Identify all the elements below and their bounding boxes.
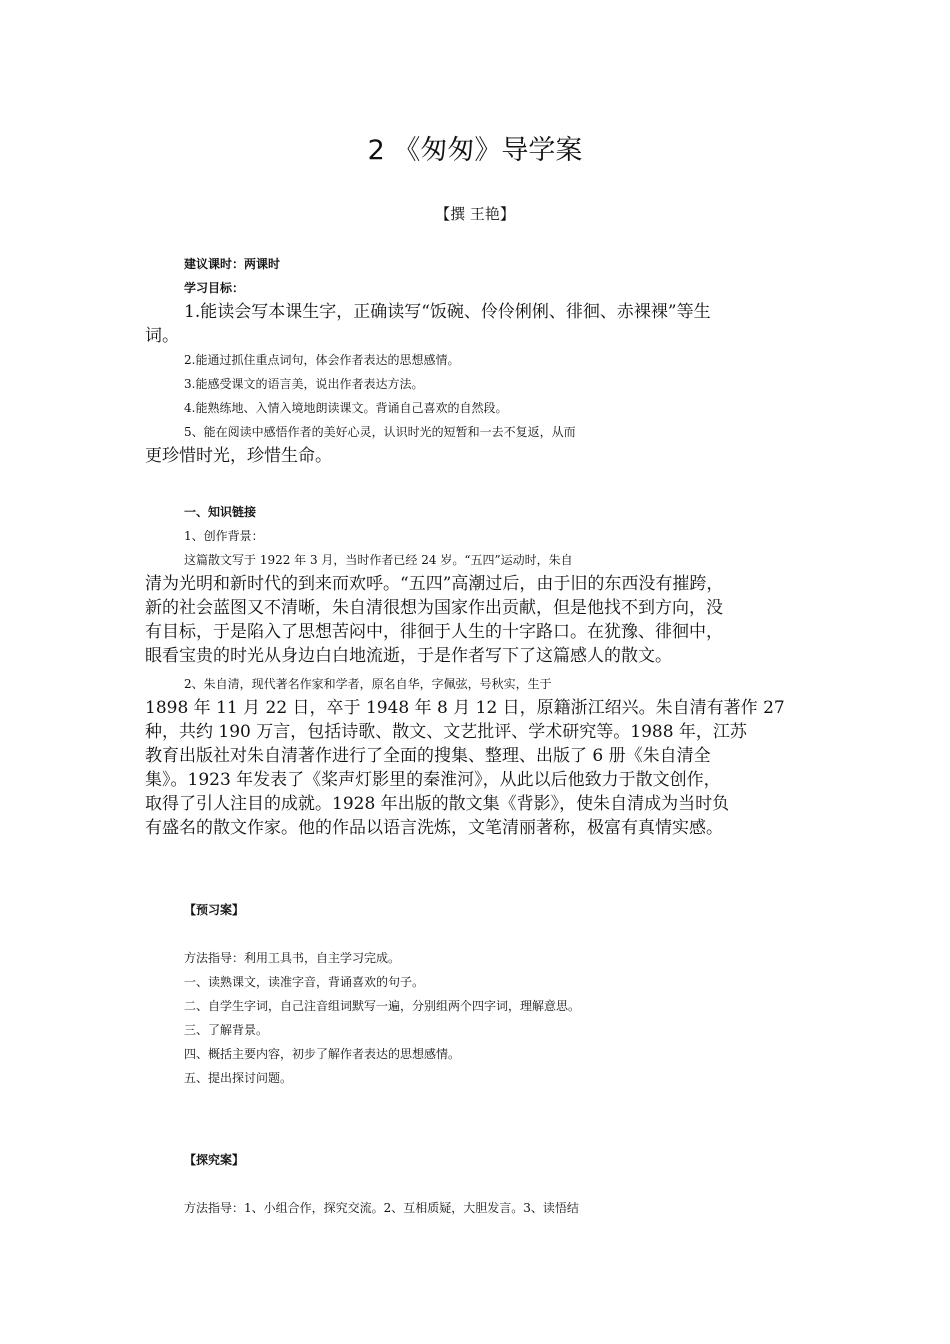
preview-item: 四、概括主要内容，初步了解作者表达的思想感情。: [184, 1047, 461, 1061]
author-bio-line: 有盛名的散文作家。他的作品以语言洗炼，文笔清丽著称，极富有真情实感。: [145, 818, 723, 838]
explore-heading: 【探究案】: [184, 1153, 245, 1167]
preview-item: 三、了解背景。: [184, 1023, 269, 1037]
background-line: 有目标，于是陷入了思想苦闷中，徘徊于人生的十字路口。在犹豫、徘徊中，: [145, 622, 723, 642]
background-heading: 1、创作背景：: [184, 529, 264, 543]
goal-item: 2.能通过抓住重点词句，体会作者表达的思想感情。: [184, 353, 460, 367]
suggested-hours: 建议课时：两课时: [184, 257, 281, 271]
goal-item: 3.能感受课文的语言美，说出作者表达方法。: [184, 377, 424, 391]
background-line: 清为光明和新时代的到来而欢呼。“五四”高潮过后，由于旧的东西没有摧跨，: [145, 574, 724, 594]
author-bio-line: 取得了引人注目的成就。1928 年出版的散文集《背影》，使朱自清成为当时负: [145, 794, 730, 814]
background-line: 眼看宝贵的时光从身边白白地流逝，于是作者写下了这篇感人的散文。: [145, 646, 672, 666]
preview-heading: 【预习案】: [184, 903, 245, 917]
goal-item: 5、能在阅读中感悟作者的美好心灵，认识时光的短暂和一去不复返，从而: [184, 425, 576, 439]
author-bio-line: 1898 年 11 月 22 日，卒于 1948 年 8 月 12 日，原籍浙江绍兴。朱自清有著作 27: [145, 698, 785, 718]
background-line: 这篇散文写于 1922 年 3 月，当时作者已经 24 岁。“五四”运动时，朱自: [184, 553, 573, 567]
goal-item: 1.能读会写本课生字，正确读写“饭碗、伶伶俐俐、徘徊、赤裸裸”等生: [184, 302, 711, 322]
author-bio-line: 教育出版社对朱自清著作进行了全面的搜集、整理、出版了 6 册《朱自清全: [145, 746, 711, 766]
background-line: 新的社会蓝图又不清晰，朱自清很想为国家作出贡献，但是他找不到方向，没: [145, 598, 723, 618]
goal-item-continuation: 更珍惜时光，珍惜生命。: [145, 446, 332, 466]
preview-item: 二、自学生字词，自己注音组词默写一遍，分别组两个四字词，理解意思。: [184, 999, 581, 1013]
goal-item-continuation: 词。: [145, 326, 179, 346]
author-line: 【撰 王艳】: [435, 205, 515, 223]
preview-method: 方法指导：利用工具书，自主学习完成。: [184, 951, 401, 965]
explore-method: 方法指导：1、小组合作，探究交流。2、互相质疑，大胆发言。3、读悟结: [184, 1201, 579, 1215]
author-bio-line: 种，共约 190 万言，包括诗歌、散文、文艺批评、学术研究等。1988 年，江苏: [145, 722, 747, 742]
goal-item: 4.能熟练地、入情入境地朗读课文。背诵自己喜欢的自然段。: [184, 401, 508, 415]
preview-item: 五、提出探讨问题。: [184, 1071, 293, 1085]
section-heading-knowledge: 一、知识链接: [184, 505, 257, 519]
author-bio-line: 集》。1923 年发表了《桨声灯影里的秦淮河》，从此以后他致力于散文创作，: [145, 770, 721, 790]
preview-item: 一、读熟课文，读准字音，背诵喜欢的句子。: [184, 975, 425, 989]
goals-heading: 学习目标：: [184, 281, 245, 295]
author-bio-line: 2、朱自清，现代著名作家和学者，原名自华，字佩弦，号秋实，生于: [184, 677, 552, 691]
document-title: 2 《匆匆》导学案: [367, 135, 583, 166]
